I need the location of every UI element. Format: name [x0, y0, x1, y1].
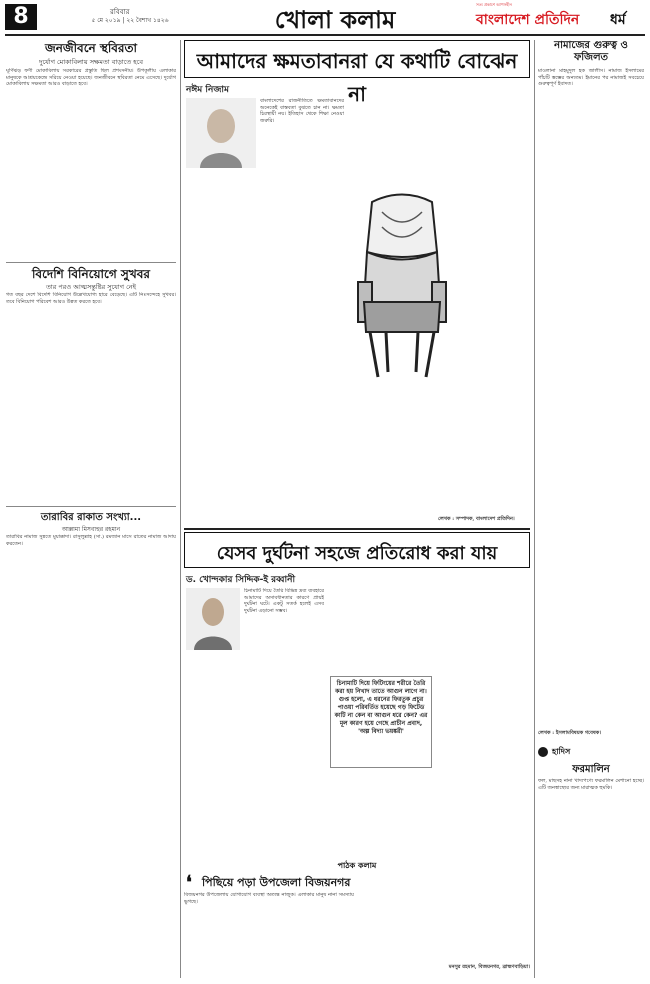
column-divider [180, 40, 181, 978]
divider [6, 262, 176, 263]
article-byline: নঈম নিজাম [186, 85, 229, 95]
pull-quote-text: চিনামাটি দিয়ে ফিটিংয়ের শরীরে তৈরি করা হয় নিখাদ তাতে আগুন লাগে না। গুপ্ত হলো, এ ধরনের ফিরতুক প্রচুর পাওয়া পরিবর্তিত হয়েছে গড় ফিটেড কাটি না কেন বা আগুন ধরে কেন? এর মূল কারণ হয়ে গেছে প্রাচীন প্রবাদ, 'অল্প বিদ্যা ভয়ঙ্করী' [334, 680, 428, 735]
paper-tagline: সত্য প্রকাশে আপসহীন [476, 2, 512, 7]
pull-quote-box [330, 676, 432, 768]
article-body-col-5 [436, 588, 528, 848]
article-headline: যেসব দুর্ঘটনা সহজে প্রতিরোধ করা যায় [216, 543, 498, 564]
article-body: তারাবির নামাজ সুন্নতে মুয়াক্কাদা। রাসুলুল্লাহ (সা.) রমজান মাসে রাতের নামাজ আদায় করতেন। [6, 534, 176, 547]
article-title: তারাবির রাকাত সংখ্যা... [40, 512, 142, 523]
article-body-col-4 [328, 772, 424, 848]
article-headline-box [184, 532, 530, 568]
left-article-1 [6, 40, 176, 260]
reader-letter-signature: মনসুর রহমান, বিজয়নগর, ব্রাহ্মণবাড়িয়া। [448, 964, 530, 970]
right-article-2 [538, 746, 644, 978]
box-label [538, 746, 644, 758]
article-byline: আল্লামা মিসবাহুর রহমান [61, 526, 121, 533]
article-body-col-4 [438, 98, 528, 522]
bottom-article [184, 532, 530, 852]
page-number: 8 [5, 4, 37, 30]
article-title: বিদেশি বিনিয়োগে সুখবর [32, 267, 150, 281]
top-article [184, 40, 530, 525]
author-photo [186, 588, 240, 650]
article-body-col-5 [348, 386, 434, 522]
article-body: বাংলাদেশের রাজনীতিতে ক্ষমতাবানদের অনেকেই বাস্তবতা বুঝতে চান না। ক্ষমতা চিরস্থায়ী নয়। ইতিহাস থেকে শিক্ষা নেওয়া জরুরি। [260, 98, 344, 124]
article-body: গত বছর দেশে বিদেশি বিনিয়োগ উল্লেখযোগ্য হারে বেড়েছে। এটি নিঃসন্দেহে সুখবর। তবে বিনিয়োগ পরিবেশ আরও উন্নত করতে হবে। [6, 292, 176, 305]
box-label-icon [538, 747, 548, 757]
article-title: জনজীবনে স্থবিরতা [44, 41, 138, 55]
article-body-col-3 [348, 98, 434, 188]
masthead-day: রবিবার [110, 8, 130, 16]
divider [6, 506, 176, 507]
article-body-col-2 [186, 172, 256, 522]
section-title: খোলা কলাম [274, 6, 396, 34]
article-footer: লেখক : সম্পাদক, বাংলাদেশ প্রতিদিন। [438, 516, 515, 522]
article-title: ফরমালিন [572, 764, 610, 775]
article-body-col-3 [328, 588, 424, 672]
article-footer: লেখক : ইসলামবিষয়ক গবেষক। [538, 730, 601, 736]
section-right: ধর্ম [610, 12, 626, 28]
article-body: মাওলানা মাহমুদুল হক জালীস। নামাজ ইসলামের পাঁচটি স্তম্ভের অন্যতম। ইমানের পর নামাজই সবচেয়ে গুরুত্বপূর্ণ ইবাদত। [538, 68, 644, 88]
masthead-date: ৫ মে ২০১৯ | ২২ বৈশাখ ১৪২৬ [91, 17, 169, 24]
article-body: ঘূর্ণিঝড় ফণী মোকাবিলায় সরকারের প্রস্তুতি ছিল প্রশংসনীয়। উপকূলীয় এলাকার মানুষকে আশ্রয়কেন্দ্রে সরিয়ে নেওয়া হয়েছে। জনজীবনে স্থবিরতা নেমে এসেছে। দুর্যোগ মোকাবিলায় সক্ষমতা আরও বাড়াতে হবে। [6, 68, 176, 88]
divider [184, 528, 530, 530]
article-title: নামাজের গুরুত্ব ও ফজিলত [554, 40, 628, 63]
reader-letter-body-col-2 [360, 892, 530, 960]
article-headline: আমাদের ক্ষমতাবানরা যে কথাটি বোঝেন না [196, 49, 518, 106]
article-byline: ড. খোন্দকার সিদ্দিক-ই রব্বানী [186, 575, 296, 585]
reader-letter [184, 860, 530, 978]
column-divider [534, 40, 535, 978]
paper-name-logo: বাংলাদেশ প্রতিদিন [476, 12, 580, 28]
reader-letter-headline: পিছিয়ে পড়া উপজেলা বিজয়নগর [202, 876, 351, 889]
quote-icon: ❛ [186, 872, 192, 893]
reader-letter-label: পাঠক কলাম [337, 861, 377, 870]
article-body: ফল, মাছসহ নানা খাদ্যপণ্যে ফরমালিন মেশানো হচ্ছে। এটি জনস্বাস্থ্যের জন্য মারাত্মক হুমকি। [538, 778, 644, 791]
left-article-2 [6, 266, 176, 504]
masthead [0, 0, 650, 34]
article-subtitle: তার পরও আত্মসন্তুষ্টির সুযোগ নেই [45, 283, 137, 291]
article-body-col-2 [186, 654, 240, 848]
reader-letter-body: বিজয়নগর উপজেলায় যোগাযোগ ব্যবস্থা অত্যন্ত নাজুক। এলাকার মানুষ নানা সমস্যায় ভুগছে। [184, 892, 354, 905]
throne-illustration [352, 192, 452, 382]
masthead-rule [5, 34, 645, 36]
box-label-text: হাদিস [552, 747, 571, 756]
right-article-1 [538, 40, 644, 740]
left-article-3 [6, 510, 176, 978]
article-subtitle: দুর্যোগ মোকাবিলায় সক্ষমতা বাড়াতে হবে [39, 58, 143, 66]
author-photo [186, 98, 256, 168]
article-body: চিনামাটি দিয়ে তৈরি বিভিন্ন দ্রব্য ব্যবহারে আমাদের অসাবধানতার কারণে প্রায়ই দুর্ঘটনা ঘটে। একটু সতর্ক হলেই এসব দুর্ঘটনা এড়ানো সম্ভব। [244, 588, 324, 614]
